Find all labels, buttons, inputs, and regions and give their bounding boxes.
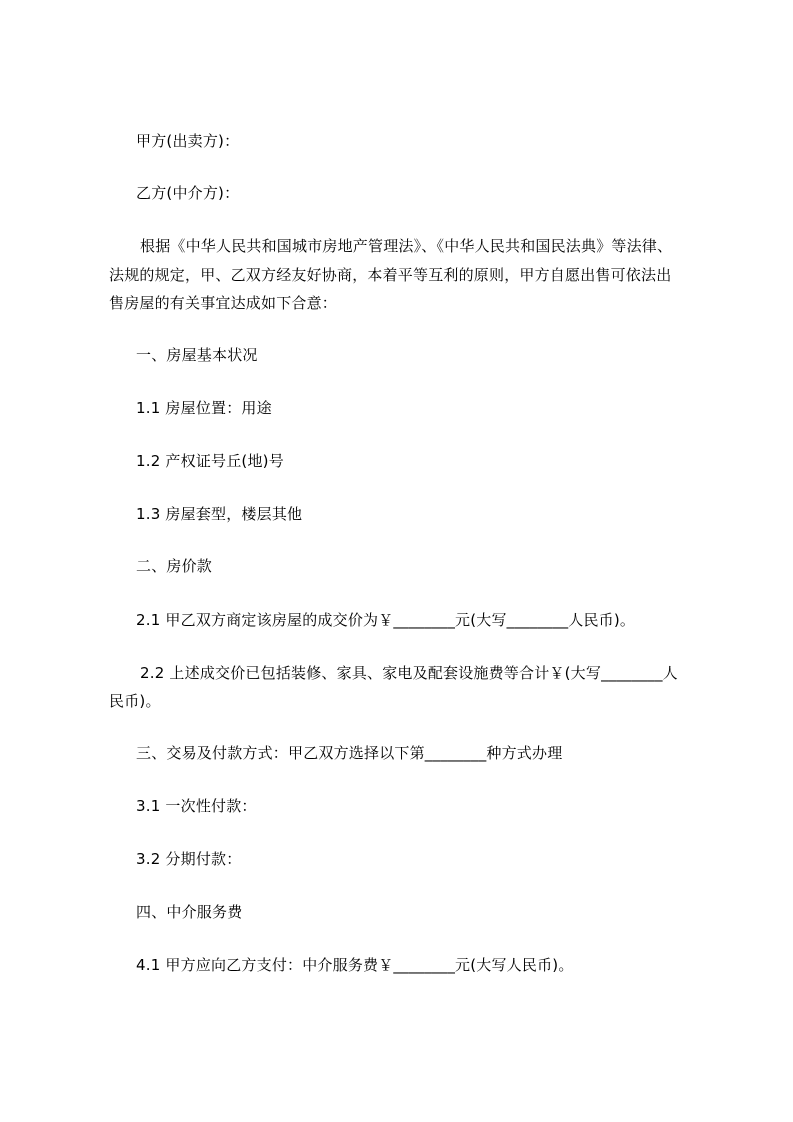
intro-paragraph-line-1: 根据《中华人民共和国城市房地产管理法》、《中华人民共和国民法典》等法律、 xyxy=(140,237,673,255)
section-3-heading: 三、交易及付款方式：甲乙双方选择以下第________种方式办理 xyxy=(136,744,563,762)
item-4-1: 4.1 甲方应向乙方支付：中介服务费￥________元(大写人民币)。 xyxy=(136,956,574,974)
item-1-3: 1.3 房屋套型，楼层其他 xyxy=(136,505,303,523)
item-3-1: 3.1 一次性付款： xyxy=(136,797,257,815)
item-2-2-line-1: 2.2 上述成交价已包括装修、家具、家电及配套设施费等合计￥(大写________人 xyxy=(140,664,678,682)
item-2-1: 2.1 甲乙双方商定该房屋的成交价为￥________元(大写________人民币)。 xyxy=(136,611,636,629)
party-a-line: 甲方(出卖方)： xyxy=(136,132,240,150)
item-1-2: 1.2 产权证号丘(地)号 xyxy=(136,452,284,470)
item-2-2-line-2: 民币)。 xyxy=(109,692,161,710)
section-1-heading: 一、房屋基本状况 xyxy=(136,346,258,364)
section-2-heading: 二、房价款 xyxy=(136,557,213,575)
intro-paragraph-line-2: 法规的规定，甲、乙双方经友好协商，本着平等互利的原则，甲方自愿出售可依法出 xyxy=(109,266,672,284)
section-4-heading: 四、中介服务费 xyxy=(136,903,243,921)
intro-paragraph-line-3: 售房屋的有关事宜达成如下合意： xyxy=(109,294,338,312)
item-1-1: 1.1 房屋位置：用途 xyxy=(136,399,272,417)
item-3-2: 3.2 分期付款： xyxy=(136,850,242,868)
party-b-line: 乙方(中介方)： xyxy=(136,184,240,202)
